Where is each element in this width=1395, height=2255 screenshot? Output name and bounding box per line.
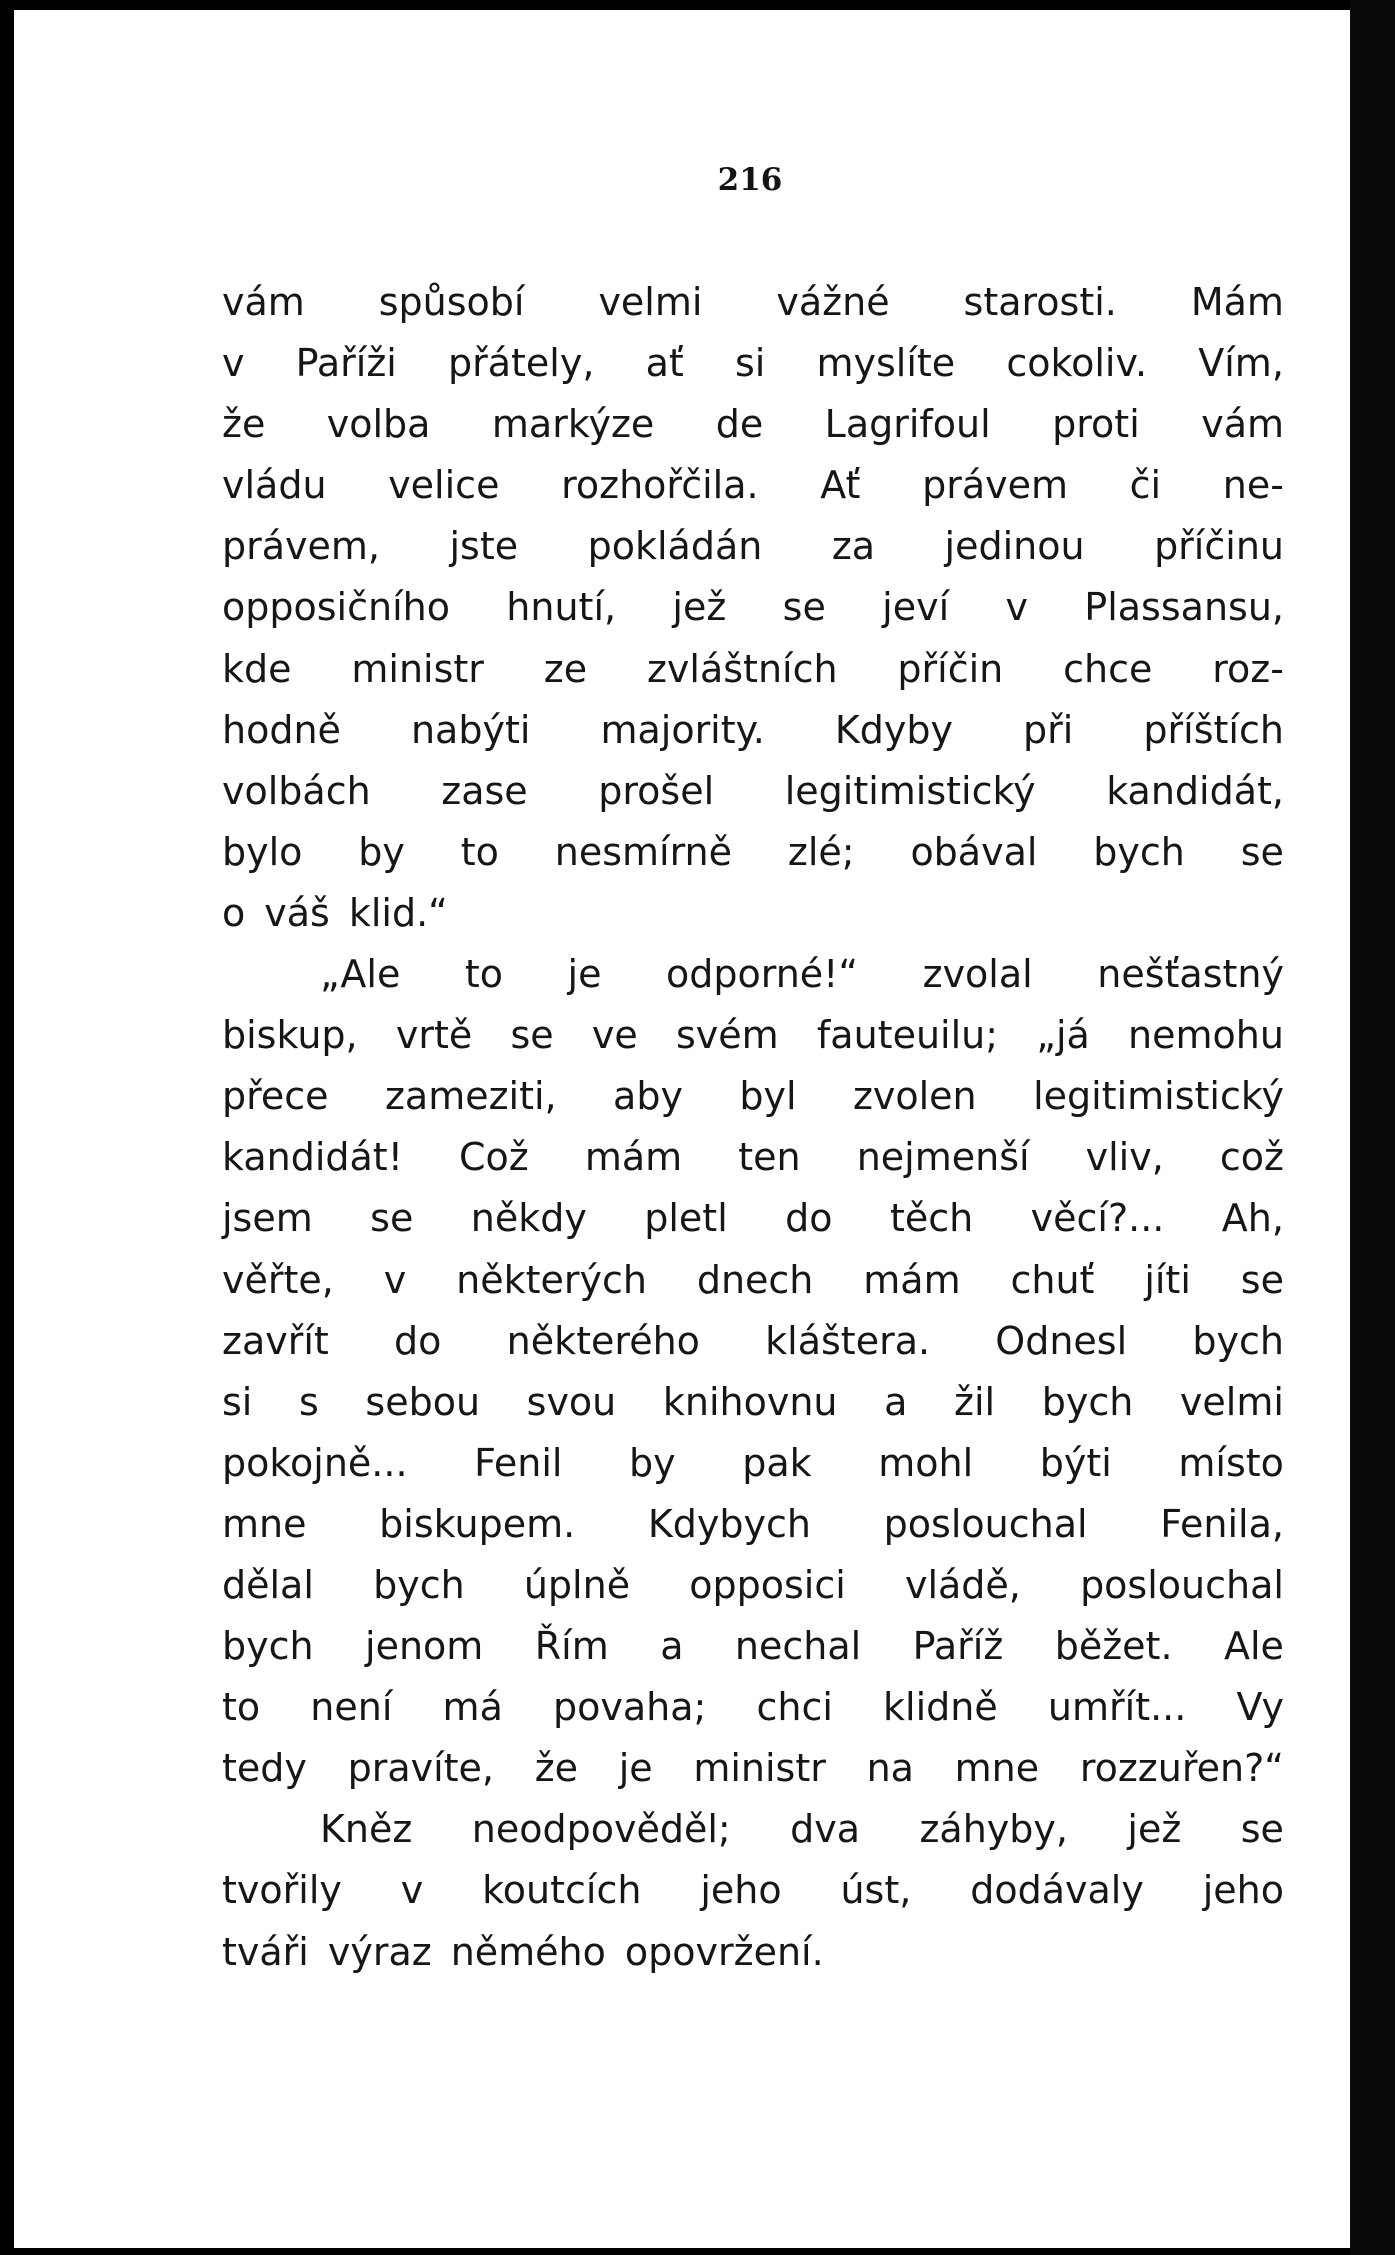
word: vrtě bbox=[395, 1013, 473, 1058]
text-line bbox=[222, 1616, 1284, 1677]
text-line bbox=[222, 1738, 1284, 1799]
word: jíti bbox=[1144, 1257, 1191, 1302]
word: místo bbox=[1178, 1440, 1284, 1485]
word: právem, bbox=[222, 524, 380, 569]
word: žil bbox=[954, 1379, 996, 1424]
text-line bbox=[222, 1066, 1284, 1127]
word: věcí?... bbox=[1030, 1196, 1165, 1241]
word: pletl bbox=[644, 1196, 728, 1241]
word: se bbox=[782, 585, 826, 630]
text-line bbox=[222, 394, 1284, 455]
word: za bbox=[831, 524, 876, 569]
word: tvořily bbox=[222, 1868, 342, 1913]
word: opposici bbox=[689, 1562, 846, 1607]
word: koutcích bbox=[482, 1868, 642, 1913]
word: býti bbox=[1039, 1440, 1112, 1485]
word: do bbox=[785, 1196, 833, 1241]
text-line bbox=[222, 1188, 1284, 1249]
word: Vy bbox=[1236, 1685, 1284, 1730]
word: svém bbox=[676, 1013, 779, 1058]
word: vám bbox=[222, 280, 305, 324]
text-line bbox=[222, 272, 1284, 333]
word: přátely, bbox=[448, 341, 595, 386]
text-line bbox=[222, 516, 1284, 577]
word: opovržení. bbox=[624, 1929, 824, 1974]
word: nechal bbox=[734, 1624, 862, 1669]
word: o bbox=[222, 890, 246, 935]
word: těch bbox=[889, 1196, 974, 1241]
text-line bbox=[222, 639, 1284, 700]
word: výraz bbox=[327, 1929, 432, 1974]
word: starosti. bbox=[963, 280, 1117, 324]
word: běžet. bbox=[1054, 1624, 1173, 1669]
word: Kdybych bbox=[647, 1501, 811, 1546]
word: Odnesl bbox=[995, 1318, 1128, 1363]
word: zlé; bbox=[787, 829, 855, 874]
word: velmi bbox=[598, 280, 703, 324]
word: kandidát, bbox=[1106, 768, 1284, 813]
word: jsem bbox=[222, 1196, 313, 1241]
word: v bbox=[383, 1257, 407, 1302]
word: pravíte, bbox=[347, 1746, 495, 1791]
word: ministr bbox=[351, 646, 484, 691]
word: cokoliv. bbox=[1006, 341, 1148, 386]
text-line bbox=[222, 333, 1284, 394]
text-line bbox=[222, 1799, 1284, 1860]
word: Mám bbox=[1190, 280, 1284, 324]
word: kláštera. bbox=[765, 1318, 931, 1363]
text-line bbox=[222, 883, 1284, 944]
word: hodně bbox=[222, 707, 341, 752]
text-line bbox=[222, 455, 1284, 516]
word: jež bbox=[1127, 1807, 1182, 1852]
word: Což bbox=[459, 1135, 529, 1180]
word: roz- bbox=[1212, 646, 1284, 691]
word: kde bbox=[222, 646, 292, 691]
word: ten bbox=[738, 1135, 801, 1180]
word: dnech bbox=[696, 1257, 814, 1302]
word: Ah, bbox=[1221, 1196, 1284, 1241]
word: bych bbox=[222, 1624, 314, 1669]
text-line bbox=[222, 822, 1284, 883]
word: Paříž bbox=[912, 1624, 1004, 1669]
word: Vím, bbox=[1198, 341, 1284, 386]
word: dělal bbox=[222, 1562, 314, 1607]
word: bylo bbox=[222, 829, 303, 874]
text-line bbox=[222, 1311, 1284, 1372]
body-text bbox=[222, 272, 1284, 1983]
word: pokojně... bbox=[222, 1440, 408, 1485]
word: myslíte bbox=[816, 341, 956, 386]
word: velmi bbox=[1179, 1379, 1284, 1424]
word: si bbox=[222, 1379, 253, 1424]
word: příštích bbox=[1143, 707, 1284, 752]
word: biskup, bbox=[222, 1013, 358, 1058]
word: klidně bbox=[883, 1685, 998, 1730]
word: majority. bbox=[600, 707, 765, 752]
word: nešťastný bbox=[1097, 952, 1284, 997]
word: odporné!“ bbox=[666, 952, 859, 997]
word: svou bbox=[526, 1379, 617, 1424]
word: má bbox=[442, 1685, 503, 1730]
text-line bbox=[222, 1127, 1284, 1188]
word: vážné bbox=[776, 280, 890, 324]
word: Kdyby bbox=[834, 707, 953, 752]
word: zameziti, bbox=[384, 1074, 557, 1119]
word: se bbox=[370, 1196, 414, 1241]
word: ve bbox=[591, 1013, 638, 1058]
word: Fenil bbox=[474, 1440, 563, 1485]
word: nemohu bbox=[1128, 1013, 1284, 1058]
word: markýze bbox=[491, 402, 655, 447]
text-line bbox=[222, 1677, 1284, 1738]
word: vládě, bbox=[904, 1562, 1021, 1607]
word: s bbox=[298, 1379, 319, 1424]
word: zvláštních bbox=[646, 646, 838, 691]
word: si bbox=[734, 341, 766, 386]
word: nesmírně bbox=[554, 829, 733, 874]
word: obával bbox=[910, 829, 1038, 874]
word: jste bbox=[449, 524, 519, 569]
word: Plassansu, bbox=[1084, 585, 1284, 630]
word: v bbox=[400, 1868, 424, 1913]
text-line bbox=[222, 1860, 1284, 1921]
word: by bbox=[358, 829, 405, 874]
scan-edge bbox=[1350, 0, 1395, 2255]
word: Lagrifoul bbox=[824, 402, 991, 447]
word: jeví bbox=[882, 585, 950, 630]
page-number: 216 bbox=[717, 162, 783, 198]
word: Paříži bbox=[295, 341, 397, 386]
word: knihovnu bbox=[662, 1379, 838, 1424]
word: Fenila, bbox=[1160, 1501, 1284, 1546]
text-line bbox=[222, 944, 1284, 1005]
word: sebou bbox=[365, 1379, 481, 1424]
word: klid.“ bbox=[348, 890, 448, 935]
word: úplně bbox=[523, 1562, 631, 1607]
word: a bbox=[884, 1379, 908, 1424]
word: zvolen bbox=[852, 1074, 977, 1119]
word: zase bbox=[441, 768, 528, 813]
word: ať bbox=[645, 341, 684, 386]
word: hnutí, bbox=[506, 585, 617, 630]
text-line bbox=[222, 1555, 1284, 1616]
word: poslouchal bbox=[883, 1501, 1088, 1546]
word: „já bbox=[1036, 1013, 1090, 1058]
word: ministr bbox=[693, 1746, 826, 1791]
text-line bbox=[222, 1433, 1284, 1494]
word: de bbox=[715, 402, 764, 447]
word: příčinu bbox=[1154, 524, 1284, 569]
word: pokládán bbox=[587, 524, 763, 569]
word: velice bbox=[388, 463, 500, 508]
word: rozhořčila. bbox=[561, 463, 759, 508]
word: chci bbox=[756, 1685, 833, 1730]
word: dodávaly bbox=[970, 1868, 1144, 1913]
word: právem bbox=[922, 463, 1069, 508]
word: dva bbox=[790, 1807, 861, 1852]
word: není bbox=[310, 1685, 393, 1730]
word: přece bbox=[222, 1074, 329, 1119]
word: do bbox=[394, 1318, 442, 1363]
word: je bbox=[567, 952, 602, 997]
word: či bbox=[1129, 463, 1162, 508]
word: jeho bbox=[1202, 1868, 1284, 1913]
text-line bbox=[222, 761, 1284, 822]
text-line bbox=[222, 577, 1284, 638]
text-line bbox=[222, 700, 1284, 761]
word: a bbox=[660, 1624, 684, 1669]
word: mohl bbox=[878, 1440, 974, 1485]
word: mám bbox=[584, 1135, 683, 1180]
word: že bbox=[534, 1746, 579, 1791]
word: bych bbox=[1093, 829, 1185, 874]
word: prošel bbox=[598, 768, 715, 813]
word: tedy bbox=[222, 1746, 307, 1791]
word: některého bbox=[506, 1318, 700, 1363]
word: chce bbox=[1063, 646, 1153, 691]
word: rozzuřen?“ bbox=[1079, 1746, 1284, 1791]
word: jeho bbox=[700, 1868, 782, 1913]
word: že bbox=[222, 402, 266, 447]
word: pak bbox=[742, 1440, 812, 1485]
word: úst, bbox=[840, 1868, 912, 1913]
word: vám bbox=[1201, 402, 1284, 447]
text-line bbox=[222, 1005, 1284, 1066]
word: některých bbox=[456, 1257, 647, 1302]
word: opposičního bbox=[222, 585, 450, 630]
word: kandidát! bbox=[222, 1135, 403, 1180]
word: legitimistický bbox=[784, 768, 1036, 813]
word: ne- bbox=[1222, 463, 1284, 508]
word: Ať bbox=[820, 463, 861, 508]
word: volba bbox=[326, 402, 431, 447]
word: jedinou bbox=[944, 524, 1085, 569]
word: nejmenší bbox=[856, 1135, 1030, 1180]
book-page bbox=[14, 10, 1350, 2248]
word: proti bbox=[1052, 402, 1140, 447]
word: se bbox=[510, 1013, 554, 1058]
word: ze bbox=[543, 646, 588, 691]
word: se bbox=[1240, 1257, 1284, 1302]
word: jež bbox=[672, 585, 727, 630]
word: aby bbox=[613, 1074, 683, 1119]
word: mám bbox=[863, 1257, 961, 1302]
word: bych bbox=[1192, 1318, 1284, 1363]
word: to bbox=[222, 1685, 261, 1730]
word: vliv, bbox=[1085, 1135, 1164, 1180]
word: Řím bbox=[534, 1624, 609, 1669]
word: umřít... bbox=[1047, 1685, 1187, 1730]
word: Ale bbox=[1223, 1624, 1284, 1669]
word: povaha; bbox=[553, 1685, 707, 1730]
word: vládu bbox=[222, 463, 327, 508]
text-line bbox=[222, 1250, 1284, 1311]
word: v bbox=[1005, 585, 1028, 630]
word: „Ale bbox=[320, 952, 401, 997]
word: spůsobí bbox=[378, 280, 525, 324]
word: legitimistický bbox=[1033, 1074, 1284, 1119]
word: věřte, bbox=[222, 1257, 334, 1302]
word: poslouchal bbox=[1080, 1562, 1284, 1607]
word: byl bbox=[739, 1074, 797, 1119]
word: zvolal bbox=[922, 952, 1033, 997]
word: to bbox=[460, 829, 499, 874]
text-line bbox=[222, 1922, 1284, 1983]
word: neodpověděl; bbox=[471, 1807, 731, 1852]
word: což bbox=[1219, 1135, 1284, 1180]
word: mne bbox=[954, 1746, 1040, 1791]
word: někdy bbox=[470, 1196, 587, 1241]
text-line bbox=[222, 1372, 1284, 1433]
word: záhyby, bbox=[919, 1807, 1068, 1852]
word: volbách bbox=[222, 768, 371, 813]
word: biskupem. bbox=[379, 1501, 576, 1546]
word: je bbox=[618, 1746, 653, 1791]
word: bych bbox=[1041, 1379, 1134, 1424]
text-line bbox=[222, 1494, 1284, 1555]
word: chuť bbox=[1010, 1257, 1095, 1302]
word: bych bbox=[373, 1562, 465, 1607]
word: zavřít bbox=[222, 1318, 329, 1363]
word: němého bbox=[450, 1929, 606, 1974]
word: na bbox=[866, 1746, 914, 1791]
word: nabýti bbox=[410, 707, 531, 752]
word: mne bbox=[222, 1501, 307, 1546]
word: tváři bbox=[222, 1929, 309, 1974]
word: se bbox=[1240, 829, 1284, 874]
word: příčin bbox=[897, 646, 1004, 691]
word: fauteuilu; bbox=[816, 1013, 999, 1058]
word: jenom bbox=[365, 1624, 484, 1669]
word: to bbox=[464, 952, 504, 997]
word: při bbox=[1023, 707, 1074, 752]
word: by bbox=[629, 1440, 676, 1485]
word: Kněz bbox=[320, 1807, 413, 1852]
word: se bbox=[1240, 1807, 1284, 1852]
word: v bbox=[222, 341, 245, 386]
word: váš bbox=[264, 890, 330, 935]
